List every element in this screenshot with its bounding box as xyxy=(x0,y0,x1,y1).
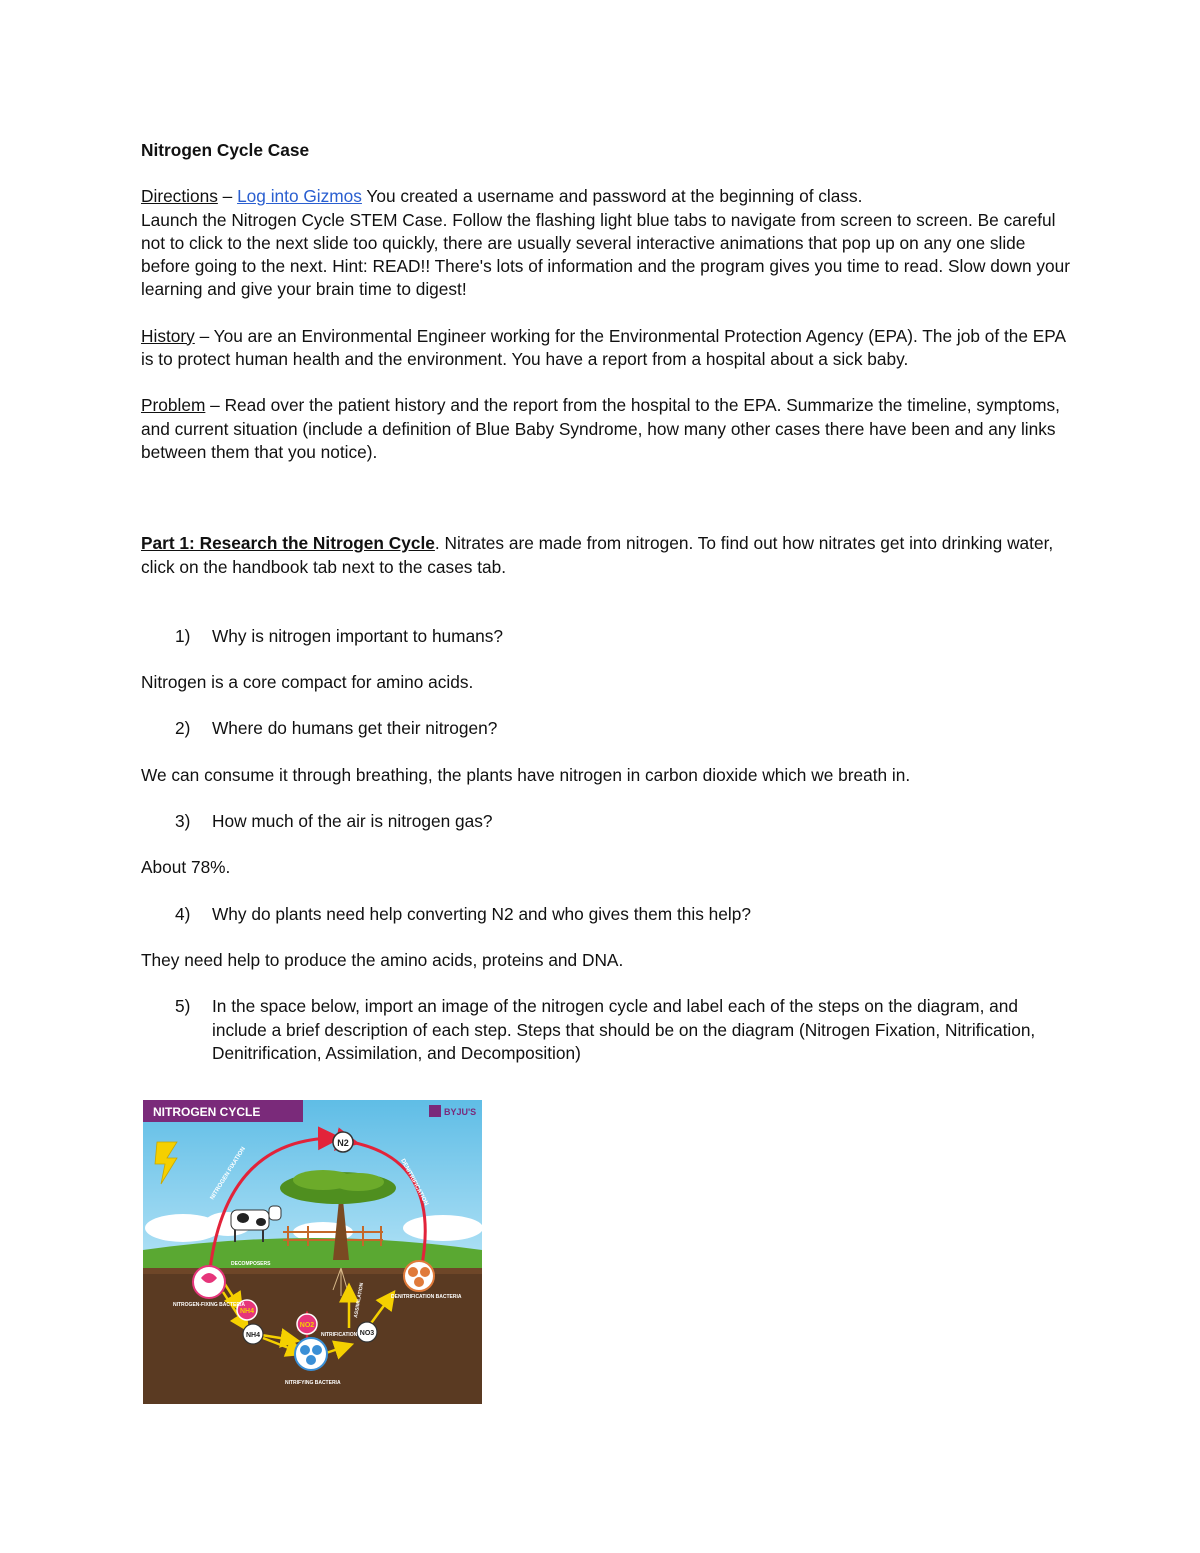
question-number: 4) xyxy=(175,903,191,924)
history-text: – You are an Environmental Engineer working for the Environmental Protection Agency (EPA). The job of the EPA is to protect human health and the environment. You have a report from a hospital about a sick baby. xyxy=(141,325,1066,370)
answer-1: Nitrogen is a core compact for amino acids. xyxy=(141,672,474,693)
nitrogen-fixing-bacteria-label: NITROGEN-FIXING BACTERIA xyxy=(173,1302,245,1308)
question-number: 3) xyxy=(175,811,191,832)
decomposers-label: DECOMPOSERS xyxy=(231,1261,271,1267)
directions-paragraph xyxy=(141,185,1071,208)
nitrifying-bacteria-label: NITRIFYING BACTERIA xyxy=(285,1380,341,1386)
question-2 xyxy=(175,717,1071,740)
document-body xyxy=(141,139,1071,1065)
question-number: 1) xyxy=(175,625,191,646)
problem-paragraph xyxy=(141,394,1071,464)
question-text: Why is nitrogen important to humans? xyxy=(212,625,504,646)
brand-logo-icon xyxy=(429,1105,441,1117)
question-text: How much of the air is nitrogen gas? xyxy=(212,811,493,832)
directions-text-2: Launch the Nitrogen Cycle STEM Case. Follow the flashing light blue tabs to navigate from screen to screen. Be careful not to click to the next slide too quickly, there are usually several interactive animations that pop up on any one slide before going to the next. Hint: READ!! There's lots of information and the program gives you time to read. Slow down your learning and give your brain time to digest! xyxy=(141,209,1070,300)
figure-title: NITROGEN CYCLE xyxy=(153,1105,261,1119)
part1-text: . Nitrates are made from nitrogen. To find out how nitrates get into drinking water, click on the handbook tab next to the cases tab. xyxy=(141,533,1054,577)
nh4-label-a: NH4 xyxy=(239,1308,255,1315)
denitrification-label: DENITRIFICATION xyxy=(399,1158,429,1207)
question-text: Why do plants need help converting N2 and who gives them this help? xyxy=(212,903,751,924)
nh4-label-b: NH4 xyxy=(245,1332,261,1339)
page-title: Nitrogen Cycle Case xyxy=(141,140,310,160)
figure-brand: BYJU'S xyxy=(444,1107,477,1117)
nitrification-label: NITRIFICATION xyxy=(321,1332,358,1338)
question-number: 5) xyxy=(175,996,191,1017)
question-4 xyxy=(175,903,1071,926)
nitrogen-cycle-diagram xyxy=(143,1100,482,1404)
question-number: 2) xyxy=(175,718,191,739)
answer-2: We can consume it through breathing, the plants have nitrogen in carbon dioxide which we breath in. xyxy=(141,764,911,785)
nitrifying-bacteria-node xyxy=(295,1338,327,1370)
answer-4: They need help to produce the amino acids, proteins and DNA. xyxy=(141,949,624,970)
question-1 xyxy=(175,625,1071,648)
nitrogen-cycle-figure xyxy=(143,1100,482,1404)
question-text: In the space below, import an image of the nitrogen cycle and label each of the steps on the diagram, and include a brief description of each step. Steps that should be on the diagram (Nitrogen Fixation, Nitrification, Denitrification, Assimilation, and Decomposition) xyxy=(212,996,1036,1063)
history-label: History xyxy=(141,325,195,346)
gizmos-login-link[interactable]: Log into Gizmos xyxy=(237,186,362,207)
n2-label: N2 xyxy=(337,1138,349,1148)
denitrification-bacteria-label: DENITRIFICATION BACTERIA xyxy=(391,1294,462,1300)
question-text: Where do humans get their nitrogen? xyxy=(212,718,498,739)
problem-text: – Read over the patient history and the report from the hospital to the EPA. Summarize the timeline, symptoms, and current situation (include a definition of Blue Baby Syndrome, how many other cases there have been and any links between them that you notice). xyxy=(141,395,1060,462)
directions-label: Directions xyxy=(141,186,218,207)
question-5 xyxy=(175,995,1071,1065)
directions-dash: – xyxy=(217,186,238,207)
part1-heading: Part 1: Research the Nitrogen Cycle xyxy=(141,533,435,554)
problem-label: Problem xyxy=(141,395,206,416)
fixation-label: NITROGEN FIXATION xyxy=(209,1146,247,1202)
no2-label: NO2 xyxy=(299,1322,315,1329)
answer-3: About 78%. xyxy=(141,857,231,878)
question-3 xyxy=(175,810,1071,833)
part1-paragraph xyxy=(141,532,1071,579)
history-paragraph xyxy=(141,325,1071,372)
directions-text-1: You created a username and password at the beginning of class. xyxy=(361,186,863,207)
no3-label: NO3 xyxy=(359,1330,375,1337)
assimilation-label: ASSIMILATION xyxy=(353,1282,366,1319)
